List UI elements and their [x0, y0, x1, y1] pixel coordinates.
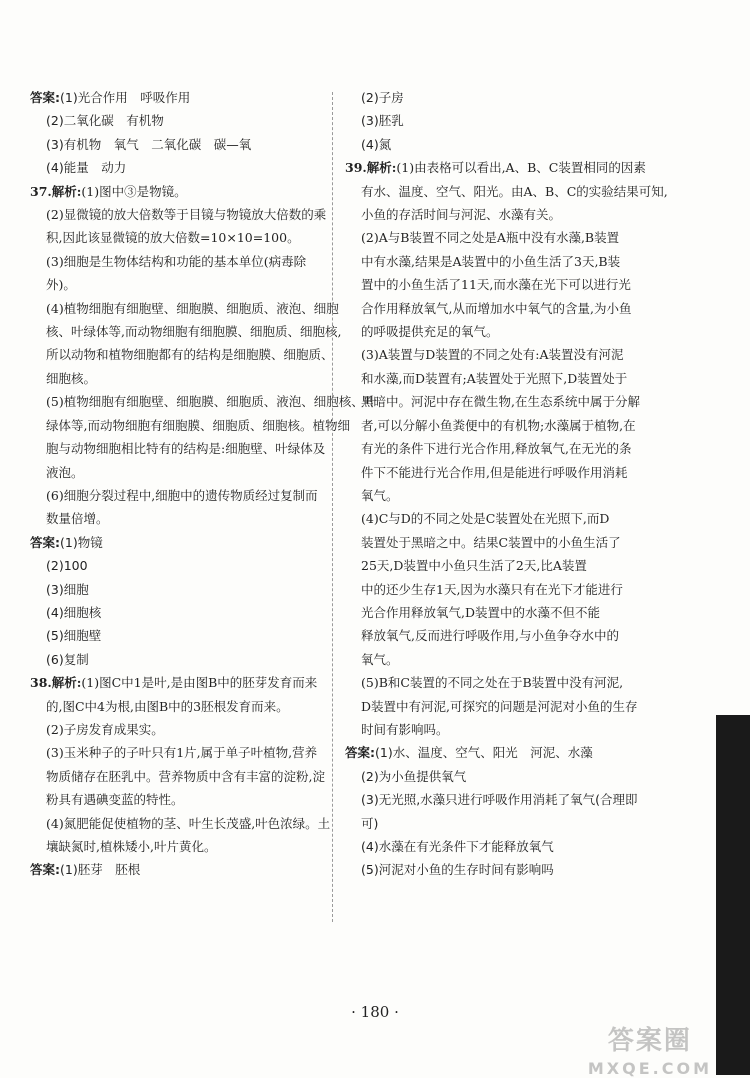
answer-line [345, 86, 640, 109]
explanation-line [30, 484, 325, 507]
line-text: (2)为小鱼提供氧气 [361, 768, 467, 784]
explanation-line [30, 226, 325, 249]
explanation-line [30, 812, 331, 835]
line-text: (6)复制 [46, 651, 89, 667]
question-number: 39. [345, 160, 367, 176]
answer-line [345, 812, 640, 835]
line-text: 释放氧气,反而进行呼吸作用,与小鱼争夺水中的 [361, 628, 619, 644]
line-text: (1)由表格可以看出,A、B、C装置相同的因素 [396, 160, 646, 176]
explanation-line [30, 507, 325, 530]
line-text: 绿体等,而动物细胞有细胞膜、细胞质、细胞核。植物细 [46, 417, 350, 433]
answer-line [30, 156, 325, 179]
question-number: 37. [30, 183, 52, 199]
line-text: 光合作用释放氧气,D装置中的水藻不但不能 [361, 604, 600, 620]
explanation-line [345, 203, 640, 226]
line-text: 壤缺氮时,植株矮小,叶片黄化。 [46, 839, 217, 854]
explanation-line [30, 297, 339, 320]
explanation-line [345, 226, 640, 249]
answer-line [30, 858, 325, 881]
line-text: (5)河泥对小鱼的生存时间有影响吗 [361, 862, 554, 878]
question-start-line [30, 180, 325, 203]
line-text: (4)能量 动力 [46, 160, 127, 176]
explanation-line [30, 741, 325, 764]
answer-line [30, 648, 325, 671]
explanation-line [345, 343, 640, 366]
explanation-line [30, 788, 325, 811]
line-text: 粉具有遇碘变蓝的特性。 [46, 792, 184, 808]
question-start-line [30, 671, 325, 694]
line-text: (4)细胞核 [46, 604, 102, 620]
answer-line [345, 109, 640, 132]
watermark-url: MXQE.COM [587, 1059, 712, 1078]
line-text: 所以动物和植物细胞都有的结构是细胞膜、细胞质、 [46, 347, 334, 363]
line-text: (4)C与D的不同之处是C装置处在光照下,而D [361, 511, 610, 527]
explanation-line [345, 390, 640, 413]
explanation-line [30, 250, 325, 273]
line-text: 装置处于黑暗之中。结果C装置中的小鱼生活了 [361, 534, 621, 550]
explanation-line [30, 273, 325, 296]
line-text: 有光的条件下进行光合作用,释放氧气,在无光的条 [361, 441, 632, 457]
explanation-line [30, 437, 325, 460]
line-text: 置中的小鱼生活了11天,而水藻在光下可以进行光 [361, 277, 631, 293]
answer-line [30, 86, 325, 109]
answer-label: 答案: [345, 745, 375, 761]
line-text: 积,因此该显微镜的放大倍数=10×10=100。 [46, 230, 300, 246]
explanation-line [345, 437, 640, 460]
line-text: (4)水藻在有光条件下才能释放氧气 [361, 839, 554, 854]
answer-label: 答案: [30, 534, 60, 550]
explanation-line [345, 320, 640, 343]
line-text: 小鱼的存活时间与河泥、水藻有关。 [361, 207, 562, 223]
line-text: 氧气。 [361, 487, 399, 503]
line-text: (3)有机物 氧气 二氧化碳 碳—氧 [46, 136, 252, 152]
line-text: 胞与动物细胞相比特有的结构是:细胞壁、叶绿体及 [46, 441, 326, 457]
line-text: (5)细胞壁 [46, 628, 102, 644]
line-text: (4)氮肥能促使植物的茎、叶生长茂盛,叶色浓绿。土 [46, 815, 331, 831]
line-text: (2)子房发育成果实。 [46, 721, 164, 737]
line-text: 有水、温度、空气、阳光。由A、B、C的实验结果可知, [361, 183, 668, 199]
line-text: 黑暗中。河泥中存在微生物,在生态系统中属于分解 [361, 394, 640, 410]
explanation-line [30, 320, 342, 343]
line-text: 氧气。 [361, 651, 399, 667]
question-start-line [345, 156, 646, 179]
line-text: 细胞核。 [46, 370, 97, 386]
line-text: (1)胚芽 胚根 [60, 862, 141, 878]
answer-label: 答案: [30, 862, 60, 878]
line-text: (1)图中③是物镜。 [81, 183, 187, 199]
line-text: (2)显微镜的放大倍数等于目镜与物镜放大倍数的乘 [46, 207, 327, 223]
answer-line [30, 554, 325, 577]
line-text: (3)无光照,水藻只进行呼吸作用消耗了氧气(合理即 [361, 792, 638, 808]
line-text: 者,可以分解小鱼粪便中的有机物;水藻属于植物,在 [361, 417, 636, 433]
answer-line [345, 741, 640, 764]
line-text: (1)物镜 [60, 534, 103, 550]
line-text: (2)二氧化碳 有机物 [46, 113, 164, 129]
analysis-label: 解析: [366, 160, 397, 176]
explanation-line [30, 390, 377, 413]
explanation-line [345, 180, 668, 203]
line-text: (3)细胞 [46, 581, 89, 597]
explanation-line [345, 531, 640, 554]
explanation-line [345, 718, 640, 741]
explanation-line [345, 297, 640, 320]
line-text: 液泡。 [46, 464, 84, 480]
explanation-line [30, 414, 350, 437]
line-text: (2)子房 [361, 90, 404, 105]
line-text: (5)植物细胞有细胞壁、细胞膜、细胞质、液泡、细胞核、叶 [46, 394, 377, 410]
explanation-line [30, 461, 325, 484]
explanation-line [345, 695, 640, 718]
explanation-line [30, 765, 325, 788]
answer-line [30, 601, 325, 624]
line-text: 的,图C中4为根,由图B中的3胚根发育而来。 [46, 698, 289, 714]
line-text: 和水藻,而D装置有;A装置处于光照下,D装置处于 [361, 370, 628, 386]
line-text: 外)。 [46, 277, 76, 293]
question-number: 38. [30, 675, 52, 691]
explanation-line [345, 554, 640, 577]
line-text: (5)B和C装置的不同之处在于B装置中没有河泥, [361, 675, 624, 691]
page-number: · 180 · [351, 1003, 399, 1021]
answer-line [345, 858, 640, 881]
explanation-line [30, 835, 325, 858]
explanation-line [30, 343, 334, 366]
explanation-line [30, 203, 325, 226]
line-text: 合作用释放氧气,从而增加水中氧气的含量,为小鱼 [361, 300, 632, 316]
line-text: 物质储存在胚乳中。营养物质中含有丰富的淀粉,淀 [46, 768, 325, 784]
explanation-line [345, 648, 640, 671]
answer-line [30, 109, 325, 132]
analysis-label: 解析: [51, 183, 82, 199]
right-column [345, 86, 668, 882]
line-text: (6)细胞分裂过程中,细胞中的遗传物质经过复制而 [46, 487, 318, 503]
answer-line [30, 624, 325, 647]
line-text: (3)A装置与D装置的不同之处有:A装置没有河泥 [361, 347, 624, 363]
explanation-line [345, 367, 640, 390]
line-text: 时间有影响吗。 [361, 721, 449, 737]
column-divider [332, 92, 333, 922]
line-text: 中有水藻,结果是A装置中的小鱼生活了3天,B装 [361, 253, 621, 269]
explanation-line [345, 671, 640, 694]
answer-line [30, 133, 325, 156]
explanation-line [345, 414, 640, 437]
line-text: (4)植物细胞有细胞壁、细胞膜、细胞质、液泡、细胞 [46, 300, 339, 316]
page-edge-shadow [716, 715, 750, 1075]
line-text: (2)100 [46, 558, 88, 574]
explanation-line [345, 250, 640, 273]
explanation-line [345, 601, 640, 624]
watermark-logo [588, 1020, 712, 1078]
explanation-line [30, 367, 325, 390]
explanation-line [345, 461, 640, 484]
line-text: 数量倍增。 [46, 511, 109, 527]
line-text: D装置中有河泥,可探究的问题是河泥对小鱼的生存 [361, 698, 638, 714]
line-text: 可) [361, 815, 379, 831]
explanation-line [345, 484, 640, 507]
answer-line [30, 578, 325, 601]
line-text: (1)图C中1是叶,是由图B中的胚芽发育而来 [81, 675, 318, 691]
answer-line [345, 835, 640, 858]
explanation-line [345, 624, 640, 647]
line-text: 的呼吸提供充足的氧气。 [361, 324, 499, 340]
line-text: (3)细胞是生物体结构和功能的基本单位(病毒除 [46, 253, 307, 269]
answer-line [345, 765, 640, 788]
line-text: (4)氮 [361, 136, 392, 152]
line-text: 核、叶绿体等,而动物细胞有细胞膜、细胞质、细胞核, [46, 324, 342, 340]
line-text: (1)水、温度、空气、阳光 河泥、水藻 [375, 745, 593, 761]
line-text: (3)胚乳 [361, 113, 404, 129]
explanation-line [30, 718, 325, 741]
line-text: 25天,D装置中小鱼只生活了2天,比A装置 [361, 558, 587, 574]
answer-label: 答案: [30, 90, 60, 105]
line-text: 件下不能进行光合作用,但是能进行呼吸作用消耗 [361, 464, 628, 480]
explanation-line [345, 273, 640, 296]
explanation-line [345, 578, 640, 601]
line-text: (1)光合作用 呼吸作用 [60, 90, 191, 105]
explanation-line [345, 507, 640, 530]
answer-line [30, 531, 325, 554]
explanation-line [30, 695, 325, 718]
analysis-label: 解析: [51, 675, 82, 691]
line-text: (3)玉米种子的子叶只有1片,属于单子叶植物,营养 [46, 745, 318, 761]
watermark-title: 答案圈 [607, 1026, 692, 1056]
answer-line [345, 788, 640, 811]
line-text: 中的还少生存1天,因为水藻只有在光下才能进行 [361, 581, 623, 597]
line-text: (2)A与B装置不同之处是A瓶中没有水藻,B装置 [361, 230, 620, 246]
answer-line [345, 133, 640, 156]
